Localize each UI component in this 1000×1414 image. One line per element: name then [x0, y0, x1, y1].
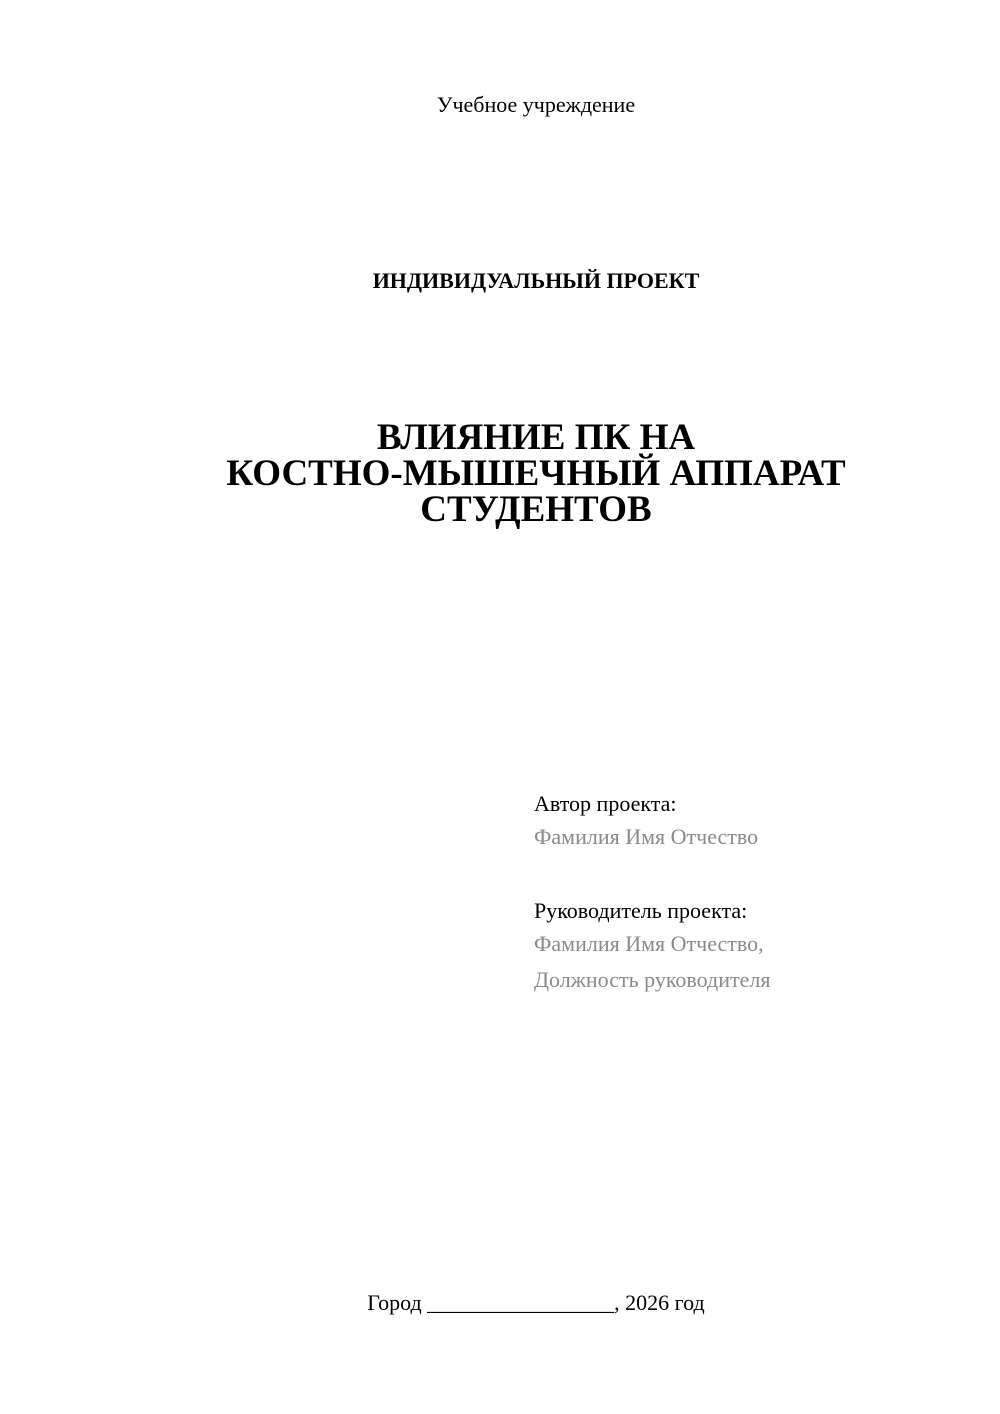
project-title	[0, 417, 1000, 530]
author-label: Автор проекта:	[534, 791, 677, 816]
project-title-line-2: КОСТНО-МЫШЕЧНЫЙ АППАРАТ	[226, 453, 846, 494]
city-year-footer: Город _________________, 2026 год	[367, 1290, 705, 1315]
project-title-line-3: СТУДЕНТОВ	[420, 489, 652, 530]
author-name: Фамилия Имя Отчество	[534, 824, 759, 849]
project-title-line-1: ВЛИЯНИЕ ПК НА	[376, 417, 696, 458]
document-type-heading: ИНДИВИДУАЛЬНЫЙ ПРОЕКТ	[372, 268, 700, 293]
supervisor-position: Должность руководителя	[534, 967, 771, 992]
project-info-block	[534, 789, 974, 998]
info-spacer	[534, 855, 974, 896]
supervisor-name: Фамилия Имя Отчество,	[534, 931, 764, 956]
supervisor-label: Руководитель проекта:	[534, 898, 748, 923]
institution-name: Учебное учреждение	[436, 92, 636, 117]
